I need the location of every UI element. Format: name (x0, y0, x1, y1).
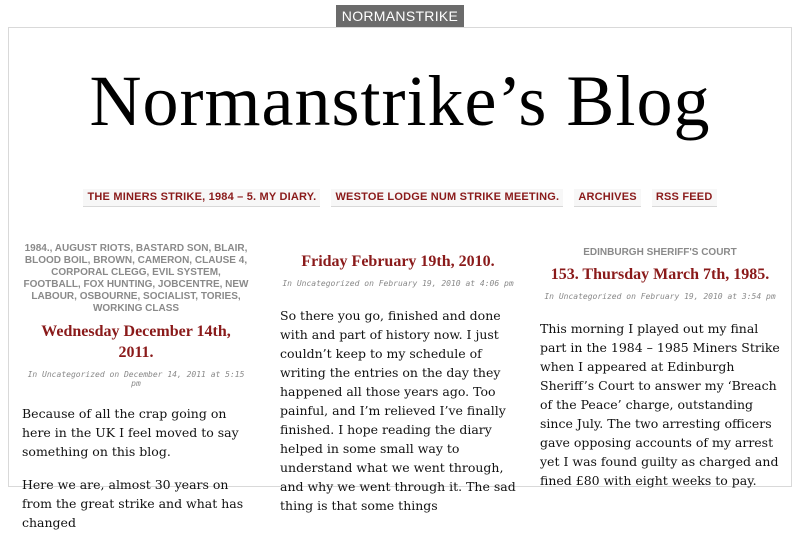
post-body (540, 319, 780, 490)
meta-at: at (727, 292, 738, 301)
post-title[interactable]: Friday February 19th, 2010. (301, 253, 495, 270)
post-body (280, 306, 516, 515)
post-meta (540, 292, 780, 301)
meta-on: on (626, 292, 636, 301)
nav-item-rss-feed[interactable]: RSS FEED (652, 189, 717, 207)
post-date: December 14, 2011 (123, 370, 206, 379)
post-paragraph: So there you go, finished and done with and part of history now. I just couldn’t keep to my schedule of writing the entries on the day they happened all those years ago. Too painful, and I’m relieved I’ve finally finished. I hope reading the diary helped in some small way to understand what we went through, and why we went through it. The sad thing is that some things (280, 308, 516, 513)
post-time: 5:15 pm (131, 370, 245, 388)
post-title[interactable]: Wednesday December 14th, 2011. (41, 323, 231, 361)
post-date: February 19, 2010 (640, 292, 723, 301)
post-column-2 (280, 251, 516, 529)
meta-on: on (364, 279, 374, 288)
nav-item-miners-strike-diary[interactable]: THE MINERS STRIKE, 1984 – 5. MY DIARY. (83, 189, 320, 207)
nav-item-archives[interactable]: ARCHIVES (574, 189, 640, 207)
meta-at: at (465, 279, 476, 288)
post-time: 3:54 pm (741, 292, 776, 301)
meta-in: In (282, 279, 292, 288)
post-time: 4:06 pm (479, 279, 514, 288)
post-category[interactable]: Uncategorized (42, 370, 105, 379)
meta-at: at (210, 370, 221, 379)
post-tags[interactable]: 1984., AUGUST RIOTS, BASTARD SON, BLAIR, BLOOD BOIL, BROWN, CAMERON, CLAUSE 4, CORPORAL CLEGG, EVIL SYSTEM, FOOTBALL, FOX HUNTING, JOBCENTRE, NEW LABOUR, OSBOURNE, SOCIALIST, TORIES, WORKING CLASS (23, 243, 249, 314)
post-title[interactable]: 153. Thursday March 7th, 1985. (550, 266, 770, 283)
post-paragraph: Here we are, almost 30 years on from the great strike and what has changed (22, 477, 244, 530)
main-nav (0, 185, 800, 207)
post-column-3 (540, 247, 780, 504)
post-category[interactable]: Uncategorized (296, 279, 360, 288)
post-category[interactable]: Uncategorized (558, 292, 622, 301)
post-paragraph: This morning I played out my final part in the 1984 – 1985 Miners Strike when I appeared at Edinburgh Sheriff’s Court to answer my ‘Breach of the Peace’ charge, outstanding since July. The two arresting officers gave opposing accounts of my arrest yet I was found guilty as charged and fined £80 with eight weeks to pay. (540, 321, 780, 488)
post-tags[interactable]: EDINBURGH SHERIFF'S COURT (583, 247, 737, 258)
blog-title[interactable]: Normanstrike’s Blog (89, 61, 711, 141)
meta-in: In (544, 292, 554, 301)
post-meta (22, 370, 250, 388)
post-meta (280, 279, 516, 288)
meta-in: In (27, 370, 38, 379)
nav-item-westoe-lodge[interactable]: WESTOE LODGE NUM STRIKE MEETING. (331, 189, 563, 207)
site-tab[interactable]: NORMANSTRIKE (336, 5, 464, 27)
meta-on: on (109, 370, 120, 379)
post-column-1 (22, 243, 250, 546)
post-paragraph: Because of all the crap going on here in the UK I feel moved to say something on this blog. (22, 406, 239, 459)
post-date: February 19, 2010 (378, 279, 461, 288)
post-body (22, 404, 250, 532)
